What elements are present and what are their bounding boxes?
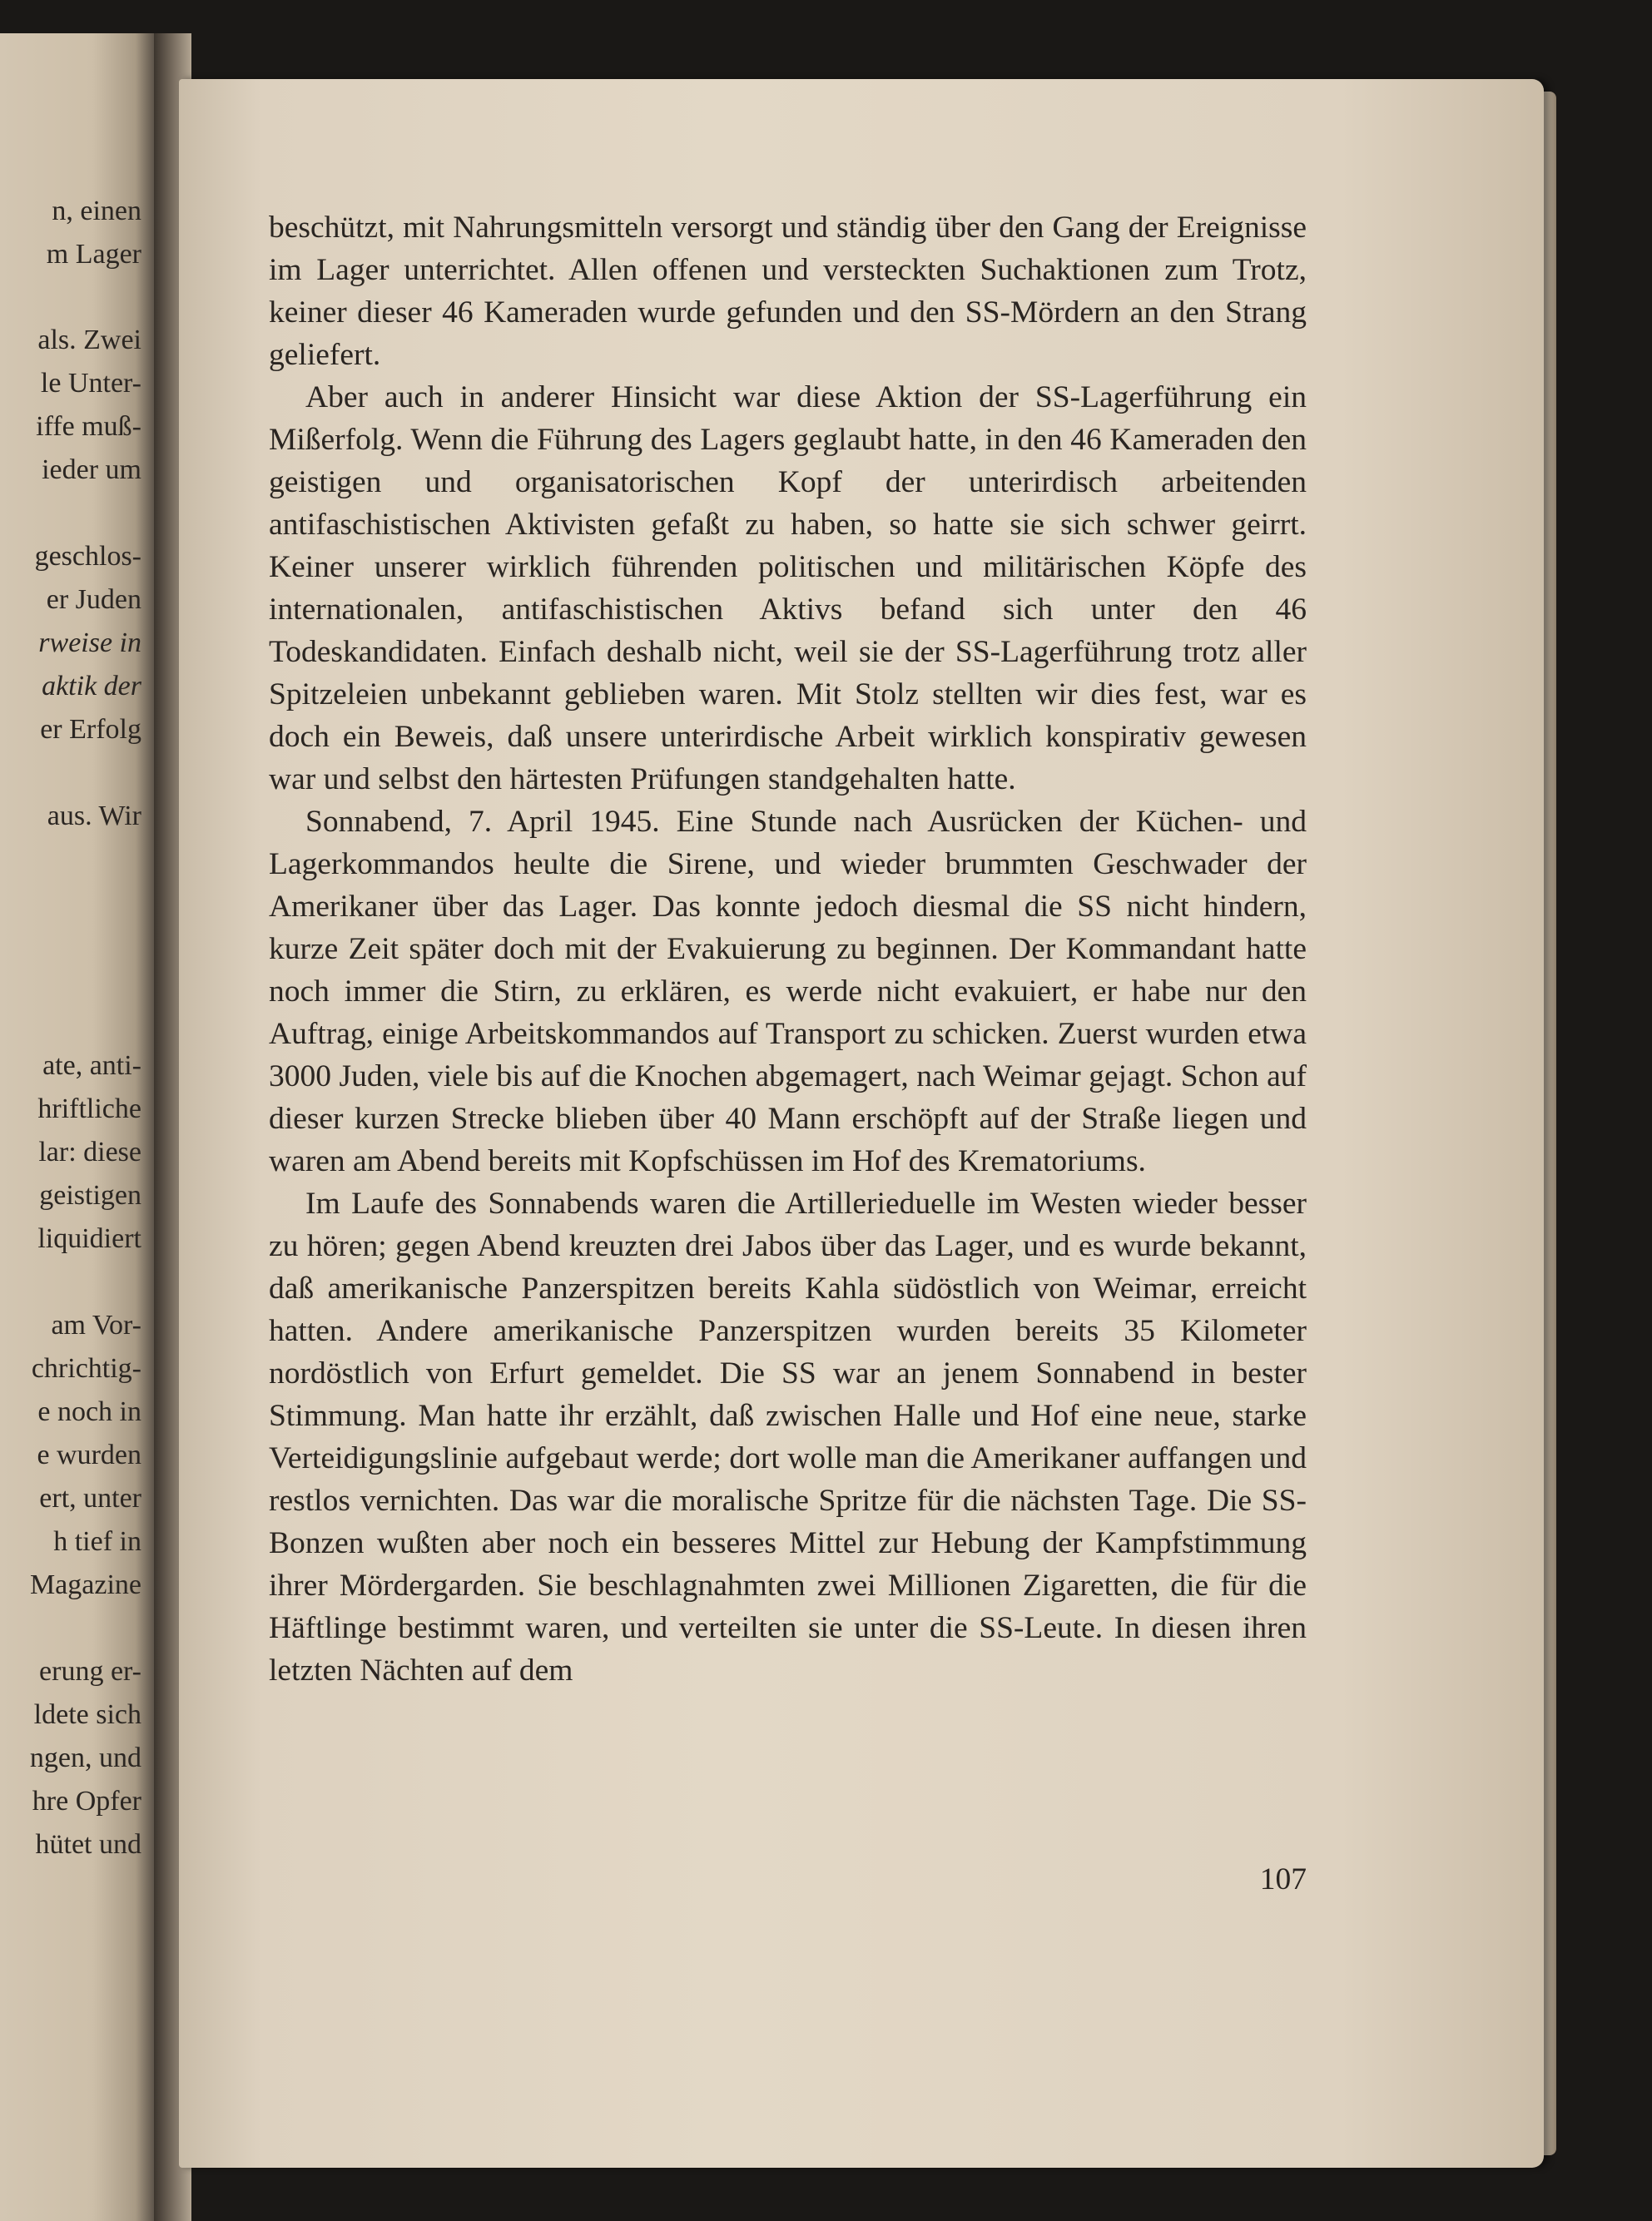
left-text-fragment: geschlos- bbox=[34, 541, 141, 572]
left-text-fragment: aktik der bbox=[42, 671, 141, 701]
left-text-fragment: er Juden bbox=[46, 584, 141, 615]
left-text-fragment: er Erfolg bbox=[40, 714, 141, 745]
left-text-fragment: aus. Wir bbox=[47, 801, 141, 831]
left-text-fragment: ieder um bbox=[42, 454, 141, 485]
left-text-fragment: e noch in bbox=[37, 1396, 141, 1427]
left-text-fragment: m Lager bbox=[46, 239, 141, 270]
left-text-fragment: Magazine bbox=[29, 1569, 141, 1600]
page-body-text bbox=[269, 206, 1307, 1692]
left-text-fragment: am Vor- bbox=[51, 1310, 141, 1341]
paragraph: Aber auch in anderer Hinsicht war diese Aktion der SS-Lagerführung ein Mißerfolg. Wenn die Führung des Lagers geglaubt hatte, in den 46 Kameraden den geistigen und organisatorischen Kopf der unterirdisch arbeitenden antifaschistischen Aktivisten gefaßt zu haben, so hatte sie sich schwer geirrt. Keiner unserer wirklich führenden politischen und militärischen Köpfe des internationalen, antifaschistischen Aktivs befand sich unter den 46 Todeskandidaten. Einfach deshalb nicht, weil sie der SS-Lagerführung trotz aller Spitzeleien unbekannt geblieben waren. Mit Stolz stellten wir dies fest, war es doch ein Beweis, daß unsere unterirdische Arbeit wirklich konspirativ gewesen war und selbst den härtesten Prüfungen standgehalten hatte. bbox=[269, 380, 1307, 796]
left-text-fragment: h tief in bbox=[53, 1526, 141, 1557]
paragraph: Sonnabend, 7. April 1945. Eine Stunde nach Ausrücken der Küchen- und Lagerkommandos heulte die Sirene, und wieder brummten Geschwader der Amerikaner über das Lager. Das konnte jedoch diesmal die SS nicht hindern, kurze Zeit später doch mit der Evakuierung zu beginnen. Der Kommandant hatte noch immer die Stirn, zu erklären, es werde nicht evakuiert, er habe nur den Auftrag, einige Arbeitskommandos auf Transport zu schicken. Zuerst wurden etwa 3000 Juden, viele bis auf die Knochen abgemagert, nach Weimar gejagt. Schon auf dieser kurzen Strecke blieben über 40 Mann erschöpft auf der Straße liegen und waren am Abend bereits mit Kopfschüssen im Hof des Krematoriums. bbox=[269, 805, 1307, 1178]
left-text-fragment: e wurden bbox=[37, 1440, 141, 1470]
paragraph: Im Laufe des Sonnabends waren die Artillerieduelle im Westen wieder besser zu hören; gegen Abend kreuzten drei Jabos über das Lager, und es wurde bekannt, daß amerikanische Panzerspitzen bereits Kahla südöstlich von Weimar, erreicht hatten. Andere amerikanische Panzerspitzen wurden bereits 35 Kilometer nordöstlich von Erfurt gemeldet. Die SS war an jenem Sonnabend in bester Stimmung. Man hatte ihr erzählt, daß zwischen Halle und Hof eine neue, starke Verteidigungslinie aufgebaut werde; dort wolle man die Amerikaner auffangen und restlos vernichten. Das war die moralische Spritze für die nächsten Tage. Die SS-Bonzen wußten aber noch ein besseres Mittel zur Hebung der Kampfstimmung ihrer Mördergarden. Sie beschlagnahmten zwei Millionen Zigaretten, die für die Häftlinge bestimmt waren, und verteilten sie unter die SS-Leute. In diesen ihren letzten Nächten auf dem bbox=[269, 1187, 1307, 1688]
left-text-fragment: als. Zwei bbox=[37, 325, 141, 355]
left-text-fragment: hütet und bbox=[35, 1829, 141, 1860]
left-text-fragment: le Unter- bbox=[40, 368, 141, 399]
page-number: 107 bbox=[1259, 1862, 1307, 1896]
left-text-fragment: liquidiert bbox=[37, 1223, 141, 1254]
left-text-fragment: lar: diese bbox=[38, 1137, 141, 1168]
left-text-fragment: geistigen bbox=[39, 1180, 141, 1211]
left-text-fragment: rweise in bbox=[38, 627, 141, 658]
left-text-fragment: iffe muß- bbox=[36, 411, 141, 442]
left-text-fragment: ldete sich bbox=[33, 1699, 141, 1730]
left-text-fragment: n, einen bbox=[52, 196, 141, 226]
paragraph: beschützt, mit Nahrungsmitteln versorgt und ständig über den Gang der Ereignisse im Lager unterrichtet. Allen offenen und versteckten Suchaktionen zum Trotz, keiner dieser 46 Kameraden wurde gefunden und den SS-Mördern an den Strang geliefert. bbox=[269, 211, 1307, 372]
left-text-fragment: hriftliche bbox=[37, 1093, 141, 1124]
left-text-fragment: erung er- bbox=[39, 1656, 141, 1687]
left-text-fragment: ate, anti- bbox=[42, 1050, 141, 1081]
left-text-fragment: chrichtig- bbox=[31, 1353, 141, 1384]
left-text-fragment: ert, unter bbox=[39, 1483, 141, 1514]
left-text-fragment: ngen, und bbox=[29, 1743, 141, 1773]
left-text-fragment: hre Opfer bbox=[32, 1786, 141, 1817]
left-page-edge bbox=[0, 33, 154, 2221]
